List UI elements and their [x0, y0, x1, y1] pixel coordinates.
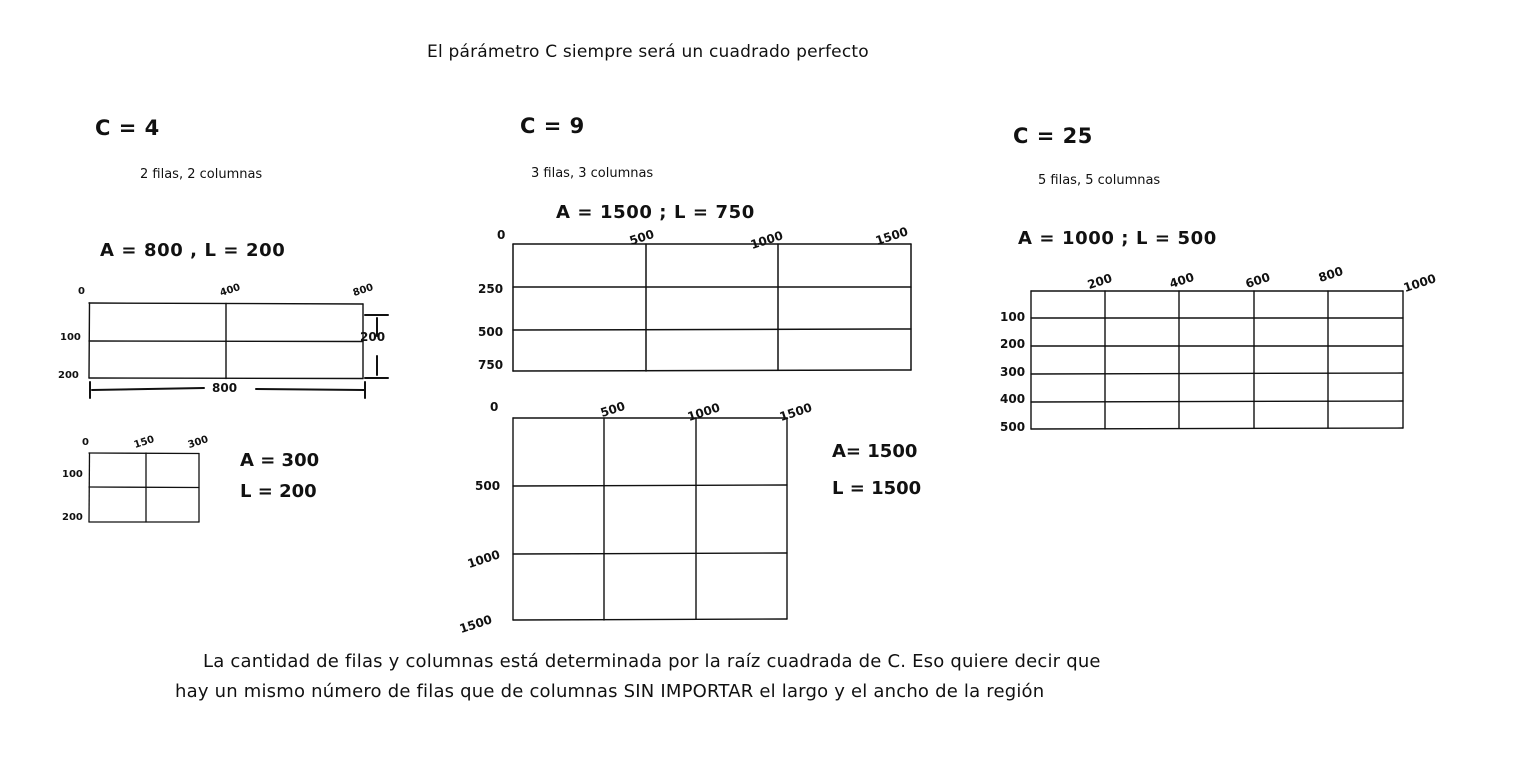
grid-c4b-xtick-0: 0 [82, 437, 89, 448]
grid-c4a-height-annotation: 200 [360, 330, 386, 344]
grid-c25-1000x500 [1030, 290, 1404, 430]
grid-c25-xtick-800: 800 [1316, 263, 1345, 285]
grid-c9a-ytick-750: 750 [478, 358, 504, 372]
grid-c9b-xtick-1500: 1500 [777, 400, 814, 424]
grid-c25-ytick-400: 400 [1000, 392, 1026, 406]
grid-c9b-xtick-1000: 1000 [685, 400, 722, 424]
grid-c25-xtick-1000: 1000 [1401, 271, 1438, 295]
grid-c9b-area-label: A= 1500 [832, 441, 918, 462]
grid-c4a-width-annotation: 800 [212, 381, 238, 395]
grid-c4a-xtick-800: 800 [351, 282, 375, 299]
grid-c25-ytick-200: 200 [1000, 337, 1026, 351]
grid-c9b-xtick-0: 0 [490, 400, 499, 414]
grid-c4a-xtick-0: 0 [78, 286, 85, 297]
example-1-diagram-1-label: A = 800 , L = 200 [100, 240, 286, 261]
grid-c9b-ytick-500: 500 [475, 479, 501, 493]
grid-c25-ytick-100: 100 [1000, 310, 1026, 324]
grid-c9b-length-label: L = 1500 [832, 478, 922, 499]
grid-c9a-xtick-0: 0 [497, 228, 506, 242]
grid-c4-300x200 [88, 452, 200, 524]
footer-line-1: La cantidad de filas y columnas está determinada por la raíz cuadrada de C. Eso quiere decir que [203, 651, 1101, 672]
grid-c9b-ytick-1000: 1000 [465, 547, 502, 571]
example-2-heading: C = 9 [520, 114, 585, 138]
grid-c25-ytick-500: 500 [1000, 420, 1026, 434]
page-title: El párámetro C siempre será un cuadrado perfecto [427, 42, 869, 62]
grid-c4b-xtick-150: 150 [132, 434, 156, 451]
grid-c9a-xtick-500: 500 [627, 226, 656, 248]
grid-c25-xtick-600: 600 [1243, 269, 1272, 291]
grid-c9a-xtick-1500: 1500 [873, 224, 910, 248]
grid-c25-xtick-200: 200 [1085, 270, 1114, 292]
grid-c4a-xtick-400: 400 [218, 282, 242, 299]
grid-c4a-ytick-100: 100 [60, 332, 81, 343]
example-3-diagram-1-label: A = 1000 ; L = 500 [1018, 228, 1217, 249]
grid-c25-xtick-400: 400 [1167, 269, 1196, 291]
grid-c4a-ytick-200: 200 [58, 370, 79, 381]
example-2-diagram-1-label: A = 1500 ; L = 750 [556, 202, 755, 223]
grid-c9a-ytick-500: 500 [478, 325, 504, 339]
footer-line-2: hay un mismo número de filas que de columnas SIN IMPORTAR el largo y el ancho de la región [175, 681, 1045, 702]
grid-c4a-dimension-marks [88, 310, 398, 400]
grid-c4b-area-label: A = 300 [240, 450, 320, 471]
grid-c9b-ytick-1500: 1500 [457, 612, 494, 636]
grid-c25-ytick-300: 300 [1000, 365, 1026, 379]
grid-c4b-length-label: L = 200 [240, 481, 317, 502]
grid-c9b-xtick-500: 500 [598, 398, 627, 420]
grid-c9a-xtick-1000: 1000 [748, 228, 785, 252]
grid-c4b-xtick-300: 300 [186, 434, 210, 451]
grid-c4b-ytick-200: 200 [62, 512, 83, 523]
grid-c9-1500x750 [512, 243, 912, 373]
grid-c9a-ytick-250: 250 [478, 282, 504, 296]
example-3-subheading: 5 filas, 5 columnas [1038, 173, 1161, 188]
example-1-subheading: 2 filas, 2 columnas [140, 167, 263, 182]
example-1-heading: C = 4 [95, 116, 160, 140]
grid-c9-1500x1500 [512, 417, 788, 621]
grid-c4b-ytick-100: 100 [62, 469, 83, 480]
example-2-subheading: 3 filas, 3 columnas [531, 166, 654, 181]
example-3-heading: C = 25 [1013, 124, 1093, 148]
